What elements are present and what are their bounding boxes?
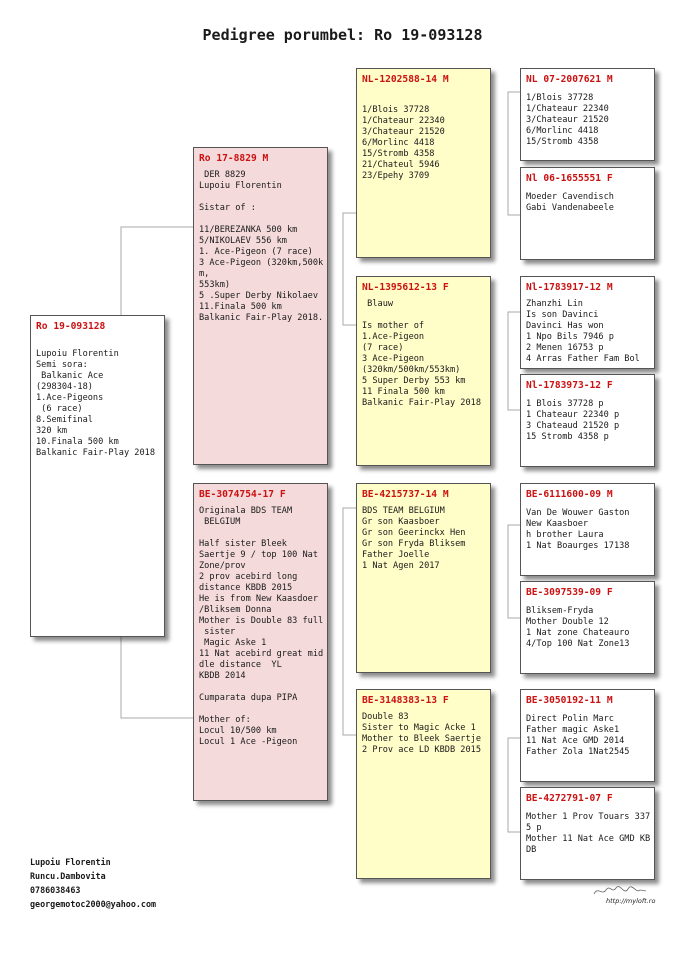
pigeon-card-dam-dam bbox=[356, 689, 491, 879]
pigeon-card-dam-sire bbox=[356, 483, 491, 673]
pigeon-card-gg4 bbox=[520, 374, 655, 467]
ring-number: Nl-1783973-12 F bbox=[526, 380, 613, 391]
pigeon-notes: Originala BDS TEAM BELGIUM Half sister Bleek Saertje 9 / top 100 Nat Zone/prov 2 prov acebird long distance KBDB 2015 He is from New Kaasdoer /Bliksem Donna Mother is Double 83 full sister Magic Aske 1 11 Nat acebird great mid dle distance YL KBDB 2014 Cumparata dupa PIPA Mother of: Locul 10/500 km Locul 1 Ace -Pigeon bbox=[199, 506, 324, 747]
pigeon-card-sire-dam bbox=[356, 276, 491, 466]
ring-number: Nl-1783917-12 M bbox=[526, 282, 613, 293]
pigeon-card-gg1 bbox=[520, 68, 655, 161]
pigeon-notes: Mother 1 Prov Touars 337 5 p Mother 11 Nat Ace GMD KB DB bbox=[526, 812, 651, 855]
page-title: Pedigree porumbel: Ro 19-093128 bbox=[202, 26, 483, 44]
pigeon-card-dam bbox=[193, 483, 328, 801]
ring-number: BE-4215737-14 M bbox=[362, 489, 449, 500]
pigeon-card-sire bbox=[193, 147, 328, 465]
ring-number: BE-3050192-11 M bbox=[526, 695, 613, 706]
ring-number: BE-6111600-09 M bbox=[526, 489, 613, 500]
owner-contact: Lupoiu Florentin Runcu.Dambovita 0786038463 georgemotoc2000@yahoo.com bbox=[30, 857, 157, 909]
pigeon-card-gg2 bbox=[520, 167, 655, 260]
ring-number: BE-3097539-09 F bbox=[526, 587, 613, 598]
pigeon-notes: Van De Wouwer Gaston New Kaasboer h brother Laura 1 Nat Boaurges 17138 bbox=[526, 508, 630, 551]
ring-number: BE-3148383-13 F bbox=[362, 695, 449, 706]
ring-number: Nl 06-1655551 F bbox=[526, 173, 613, 184]
pigeon-card-subject bbox=[30, 315, 165, 637]
pigeon-notes: Double 83 Sister to Magic Acke 1 Mother to Bleek Saertje 2 Prov ace LD KBDB 2015 bbox=[362, 712, 481, 755]
pigeon-notes: Zhanzhi Lin Is son Davinci Davinci Has won 1 Npo Bils 7946 p 2 Menen 16753 p 4 Arras Father Fam Bol bbox=[526, 299, 640, 364]
pigeon-notes: Lupoiu Florentin Semi sora: Balkanic Ace (298304-18) 1.Ace-Pigeons (6 race) 8.Semifinal 320 km 10.Finala 500 km Balkanic Fair-Play 2018 bbox=[36, 349, 155, 458]
pigeon-notes: 1 Blois 37728 p 1 Chateaur 22340 p 3 Chateaud 21520 p 15 Stromb 4358 p bbox=[526, 399, 620, 442]
site-link[interactable]: http://myloft.ro bbox=[606, 897, 656, 905]
pigeon-notes: 1/Blois 37728 1/Chateaur 22340 3/Chateaur 21520 6/Morlinc 4418 15/Stromb 4358 bbox=[526, 93, 609, 147]
pigeon-card-gg7 bbox=[520, 689, 655, 782]
pigeon-notes: 1/Blois 37728 1/Chateaur 22340 3/Chateaur 21520 6/Morlinc 4418 15/Stromb 4358 21/Chateul 5946 23/Epehy 3709 bbox=[362, 105, 445, 181]
pigeon-card-gg5 bbox=[520, 483, 655, 576]
pigeon-card-gg3 bbox=[520, 276, 655, 369]
pigeon-card-gg6 bbox=[520, 581, 655, 674]
ring-number: BE-3074754-17 F bbox=[199, 489, 286, 500]
pigeon-card-sire-sire bbox=[356, 68, 491, 258]
ring-number: Ro 19-093128 bbox=[36, 321, 106, 332]
pigeon-notes: Direct Polin Marc Father magic Aske1 11 Nat Ace GMD 2014 Father Zola 1Nat2545 bbox=[526, 714, 630, 757]
pigeon-notes: DER 8829 Lupoiu Florentin Sistar of : 11/BEREZANKA 500 km 5/NIKOLAEV 556 km 1. Ace-Pigeon (7 race) 3 Ace-Pigeon (320km,500k m, 553km) 5 .Super Derby Nikolaev 11.Finala 500 km Balkanic Fair-Play 2018. bbox=[199, 170, 324, 323]
ring-number: NL 07-2007621 M bbox=[526, 74, 613, 85]
pigeon-card-gg8 bbox=[520, 787, 655, 880]
pigeon-notes: BDS TEAM BELGIUM Gr son Kaasboer Gr son Geerinckx Hen Gr son Fryda Bliksem Father Joelle 1 Nat Agen 2017 bbox=[362, 506, 466, 571]
ring-number: NL-1202588-14 M bbox=[362, 74, 449, 85]
pigeon-notes: Moeder Cavendisch Gabi Vandenabeele bbox=[526, 192, 614, 213]
ring-number: NL-1395612-13 F bbox=[362, 282, 449, 293]
pigeon-notes: Blauw Is mother of 1.Ace-Pigeon (7 race) 3 Ace-Pigeon (320km/500km/553km) 5 Super Derby 553 km 11 Finala 500 km Balkanic Fair-Play 2018 bbox=[362, 299, 481, 408]
ring-number: Ro 17-8829 M bbox=[199, 153, 269, 164]
pigeon-notes: Bliksem-Fryda Mother Double 12 1 Nat zone Chateauro 4/Top 100 Nat Zone13 bbox=[526, 606, 630, 649]
ring-number: BE-4272791-07 F bbox=[526, 793, 613, 804]
